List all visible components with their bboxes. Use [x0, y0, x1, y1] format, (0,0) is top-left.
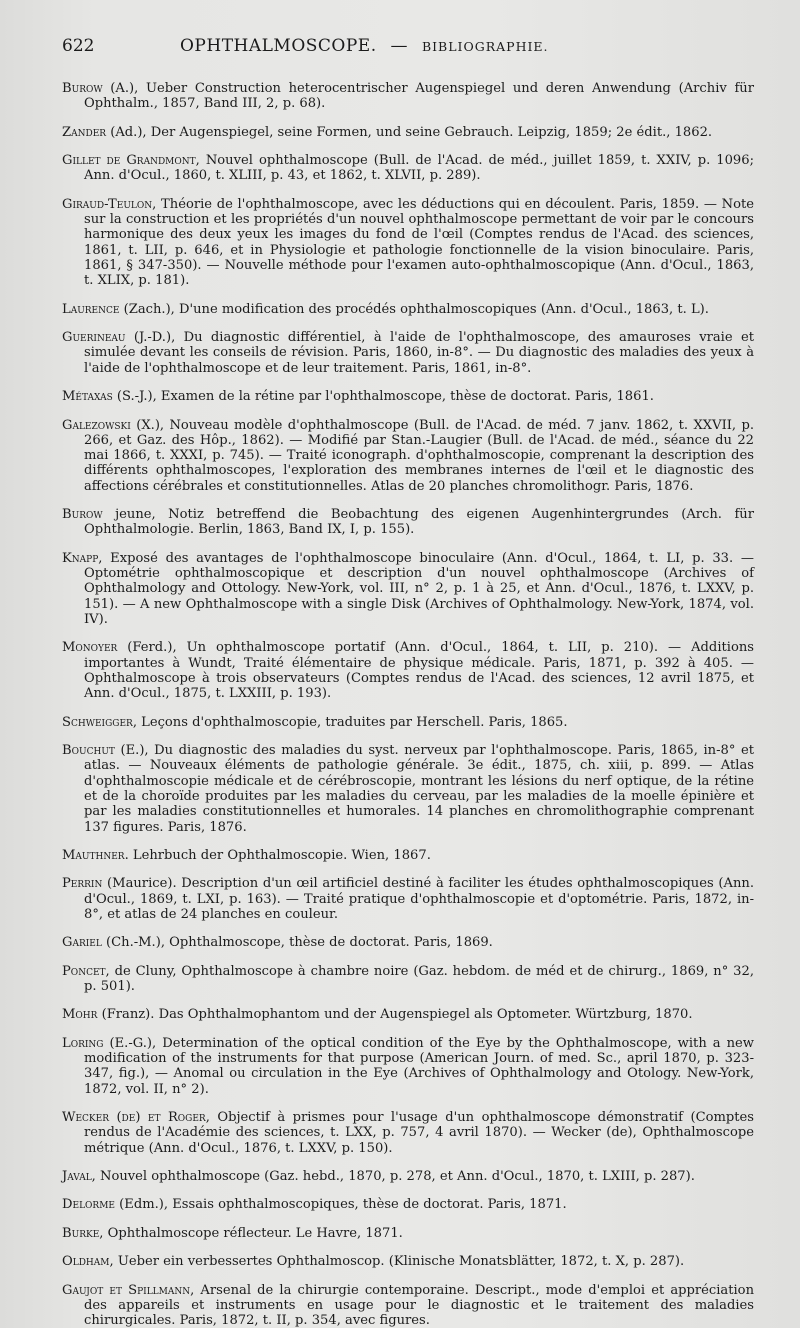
entry-author: Giraud-Teulon [62, 196, 153, 212]
bibliography-entry [62, 876, 754, 922]
entry-text: (A.), Ueber Construction heterocentrischer Augenspiegel und deren Anwendung (Archiv für Ophthalm., 1857, Band III, 2, p. 68). [84, 81, 754, 112]
running-title-subtitle: BIBLIOGRAPHIE. [421, 39, 549, 54]
entry-text: , Ophthalmoscope réflecteur. Le Havre, 1871. [99, 1225, 403, 1241]
entry-author: Knapp [62, 550, 99, 566]
entry-author: Wecker (de) et Roger [62, 1110, 206, 1126]
entry-author: Gillet de Grandmont [62, 153, 196, 169]
entry-author: Loring [62, 1035, 104, 1051]
bibliography-entry [62, 551, 754, 627]
entry-text: , Théorie de l'ophthalmoscope, avec les déductions qui en découlent. Paris, 1859. — Note sur la construction et les propriétés d'un nouvel ophthalmoscope permettant de voir par le concours harmonique des deux yeux les images du fond de l'œil (Comptes rendus de l'Acad. des sciences, 1861, t. LII, p. 646, et in Physiologie et pathologie fonctionnelle de la vision binoculaire. Paris, 1861, § 347-350). — Nouvelle méthode pour l'examen auto-ophthalmoscopique (Ann. d'Ocul., 1863, t. XLIX, p. 181). [84, 196, 754, 289]
bibliography-entry [62, 302, 754, 317]
entry-text: (S.-J.), Examen de la rétine par l'ophthalmoscope, thèse de doctorat. Paris, 1861. [112, 389, 654, 405]
entry-author: Mohr [62, 1007, 98, 1023]
entry-author: Zander [62, 124, 107, 140]
bibliography-entry [62, 640, 754, 701]
bibliography-entry [62, 964, 754, 995]
entry-text: , Arsenal de la chirurgie contemporaine. Descript., mode d'emploi et appréciation des appareils et instruments en usage pour le diagnostic et le traitement des maladies chirurgicales. Paris, 1872, t. II, p. 354, avec figures. [84, 1282, 754, 1328]
bibliography-entry [62, 1197, 754, 1212]
bibliography-entry [62, 153, 754, 184]
entry-text: (Zach.), D'une modification des procédés ophthalmoscopiques (Ann. d'Ocul., 1863, t. L). [119, 301, 709, 317]
entry-text: . Lehrbuch der Ophthalmoscopie. Wien, 1867. [124, 847, 431, 863]
bibliography-entry [62, 1110, 754, 1156]
bibliography-entry [62, 81, 754, 112]
bibliography-entry [62, 1007, 754, 1022]
entry-author: Poncet [62, 963, 106, 979]
entry-author: Perrin [62, 876, 103, 892]
entry-author: Delorme [62, 1197, 115, 1213]
bibliography-entry [62, 743, 754, 835]
bibliography-entry [62, 125, 754, 140]
bibliography-entry [62, 507, 754, 538]
entry-text: , Objectif à prismes pour l'usage d'un ophthalmoscope démonstratif (Comptes rendus de l'Académie des sciences, t. LXX, p. 757, 4 avril 1870). — Wecker (de), Ophthalmoscope métrique (Ann. d'Ocul., 1876, t. LXXV, p. 150). [84, 1110, 754, 1156]
entry-text: (J.-D.), Du diagnostic différentiel, à l'aide de l'ophthalmoscope, des amauroses vraie et simulée devant les conseils de révision. Paris, 1860, in-8°. — Du diagnostic des maladies des yeux à l'aide de l'ophthalmoscope et de leur traitement. Paris, 1861, in-8°. [84, 330, 754, 376]
bibliography-entry [62, 418, 754, 494]
entry-author: Monoyer [62, 640, 118, 656]
bibliography-list [62, 81, 754, 1328]
bibliography-entry [62, 1283, 754, 1328]
entry-author: Gaujot et Spillmann [62, 1282, 191, 1298]
entry-author: Oldham [62, 1254, 110, 1270]
entry-author: Métaxas [62, 389, 113, 405]
entry-author: Burow [62, 507, 103, 523]
entry-text: (Edm.), Essais ophthalmoscopiques, thèse de doctorat. Paris, 1871. [114, 1197, 567, 1213]
bibliography-entry [62, 1036, 754, 1097]
entry-author: Burke [62, 1225, 100, 1241]
entry-text: (Ch.-M.), Ophthalmoscope, thèse de doctorat. Paris, 1869. [101, 935, 493, 951]
entry-text: , Nouvel ophthalmoscope (Bull. de l'Acad. de méd., juillet 1859, t. XXIV, p. 1096; Ann. d'Ocul., 1860, t. XLIII, p. 43, et 1862, t. XLVII, p. 289). [84, 153, 754, 184]
entry-author: Guerineau [62, 330, 126, 346]
entry-author: Schweigger [62, 714, 133, 730]
bibliography-entry [62, 848, 754, 863]
entry-text: (X.), Nouveau modèle d'ophthalmoscope (Bull. de l'Acad. de méd. 7 janv. 1862, t. XXVII, p. 266, et Gaz. des Hôp., 1862). — Modifié par Stan.-Laugier (Bull. de l'Acad. de méd., séance du 22 mai 1866, t. XXXI, p. 745). — Traité iconograph. d'ophthalmoscopie, comprenant la description des différents ophthalmoscopes, l'exploration des membranes internes de l'œil et le diagnostic des affections cérébrales et constitutionnelles. Atlas de 20 planches chromolithogr. Paris, 1876. [84, 417, 754, 494]
bibliography-entry [62, 935, 754, 950]
bibliography-entry [62, 1169, 754, 1184]
entry-text: jeune, Notiz betreffend die Beobachtung des eigenen Augenhintergrundes (Arch. für Ophthalmologie. Berlin, 1863, Band IX, I, p. 155). [84, 507, 754, 538]
running-header [62, 36, 754, 68]
page-number: 622 [62, 36, 95, 56]
entry-text: (Ad.), Der Augenspiegel, seine Formen, und seine Gebrauch. Leipzig, 1859; 2e édit., 1862. [106, 124, 713, 140]
running-title [180, 36, 549, 56]
entry-text: , Ueber ein verbessertes Ophthalmoscop. (Klinische Monatsblätter, 1872, t. X, p. 287). [109, 1254, 685, 1270]
bibliography-entry [62, 1226, 754, 1241]
bibliography-entry [62, 330, 754, 376]
entry-author: Javal [62, 1169, 92, 1184]
entry-text: , Exposé des avantages de l'ophthalmoscope binoculaire (Ann. d'Ocul., 1864, t. LI, p. 33. — Optométrie ophthalmoscopique et description d'un nouvel ophthalmoscope (Archives of Ophthalmology and Ottology. New-York, vol. III, n° 2, p. 1 à 25, et Ann. d'Ocul., 1876, t. LXXV, p. 151). — A new Ophthalmoscope with a single Disk (Archives of Ophthalmology. New-York, 1874, vol. IV). [84, 550, 754, 627]
running-title-main: OPHTHALMOSCOPE. [180, 36, 377, 56]
bibliography-entry [62, 197, 754, 289]
entry-author: Burow [62, 81, 103, 97]
bibliography-entry [62, 1254, 754, 1269]
entry-author: Galezowski [62, 417, 131, 433]
entry-text: (Ferd.), Un ophthalmoscope portatif (Ann. d'Ocul., 1864, t. LII, p. 210). — Additions importantes à Wundt, Traité élémentaire de physique médicale. Paris, 1871, p. 392 à 405. — Ophthalmoscope à trois observateurs (Comptes rendus de l'Acad. des sciences, 12 avril 1875, et Ann. d'Ocul., 1875, t. LXXIII, p. 193). [84, 640, 754, 702]
entry-author: Bouchut [62, 743, 115, 759]
entry-text: , Leçons d'ophthalmoscopie, traduites par Herschell. Paris, 1865. [132, 714, 568, 730]
entry-text: (Maurice). Description d'un œil artificiel destiné à faciliter les études ophthalmoscopiques (Ann. d'Ocul., 1869, t. LXI, p. 163). — Traité pratique d'ophthalmoscopie et d'optométrie. Paris, 1872, in-8°, et atlas de 24 planches en couleur. [84, 876, 754, 922]
entry-text: , Nouvel ophthalmoscope (Gaz. hebd., 1870, p. 278, et Ann. d'Ocul., 1870, t. LXIII, p. 287). [91, 1169, 695, 1184]
bibliography-entry [62, 389, 754, 404]
entry-author: Laurence [62, 301, 120, 317]
entry-text: , de Cluny, Ophthalmoscope à chambre noire (Gaz. hebdom. de méd et de chirurg., 1869, n° 32, p. 501). [84, 963, 754, 994]
running-title-separator: — [390, 36, 409, 56]
entry-author: Mauthner [62, 847, 125, 863]
entry-text: (E.), Du diagnostic des maladies du syst. nerveux par l'ophthalmoscope. Paris, 1865, in-8° et atlas. — Nouveaux éléments de pathologie générale. 3e édit., 1875, ch. xiii, p. 899. — Atlas d'ophthalmoscopie médicale et de cérébroscopie, montrant les lésions du nerf optique, de la rétine et de la choroïde produites par les maladies du cerveau, par les maladies de la moelle épinière et par les maladies constitutionnelles et humorales. 14 planches en chromolithographie comprenant 137 figures. Paris, 1876. [84, 743, 754, 835]
entry-text: (Franz). Das Ophthalmophantom und der Augenspiegel als Optometer. Würtzburg, 1870. [97, 1007, 693, 1023]
entry-author: Gariel [62, 935, 102, 951]
entry-text: (E.-G.), Determination of the optical condition of the Eye by the Ophthalmoscope, with a new modification of the instruments for that purpose (American Journ. of med. Sc., april 1870, p. 323-347, fig.), — Anomal ou circulation in the Eye (Archives of Ophthalmology and Otology. New-York, 1872, vol. II, n° 2). [84, 1035, 754, 1097]
bibliography-entry [62, 715, 754, 730]
